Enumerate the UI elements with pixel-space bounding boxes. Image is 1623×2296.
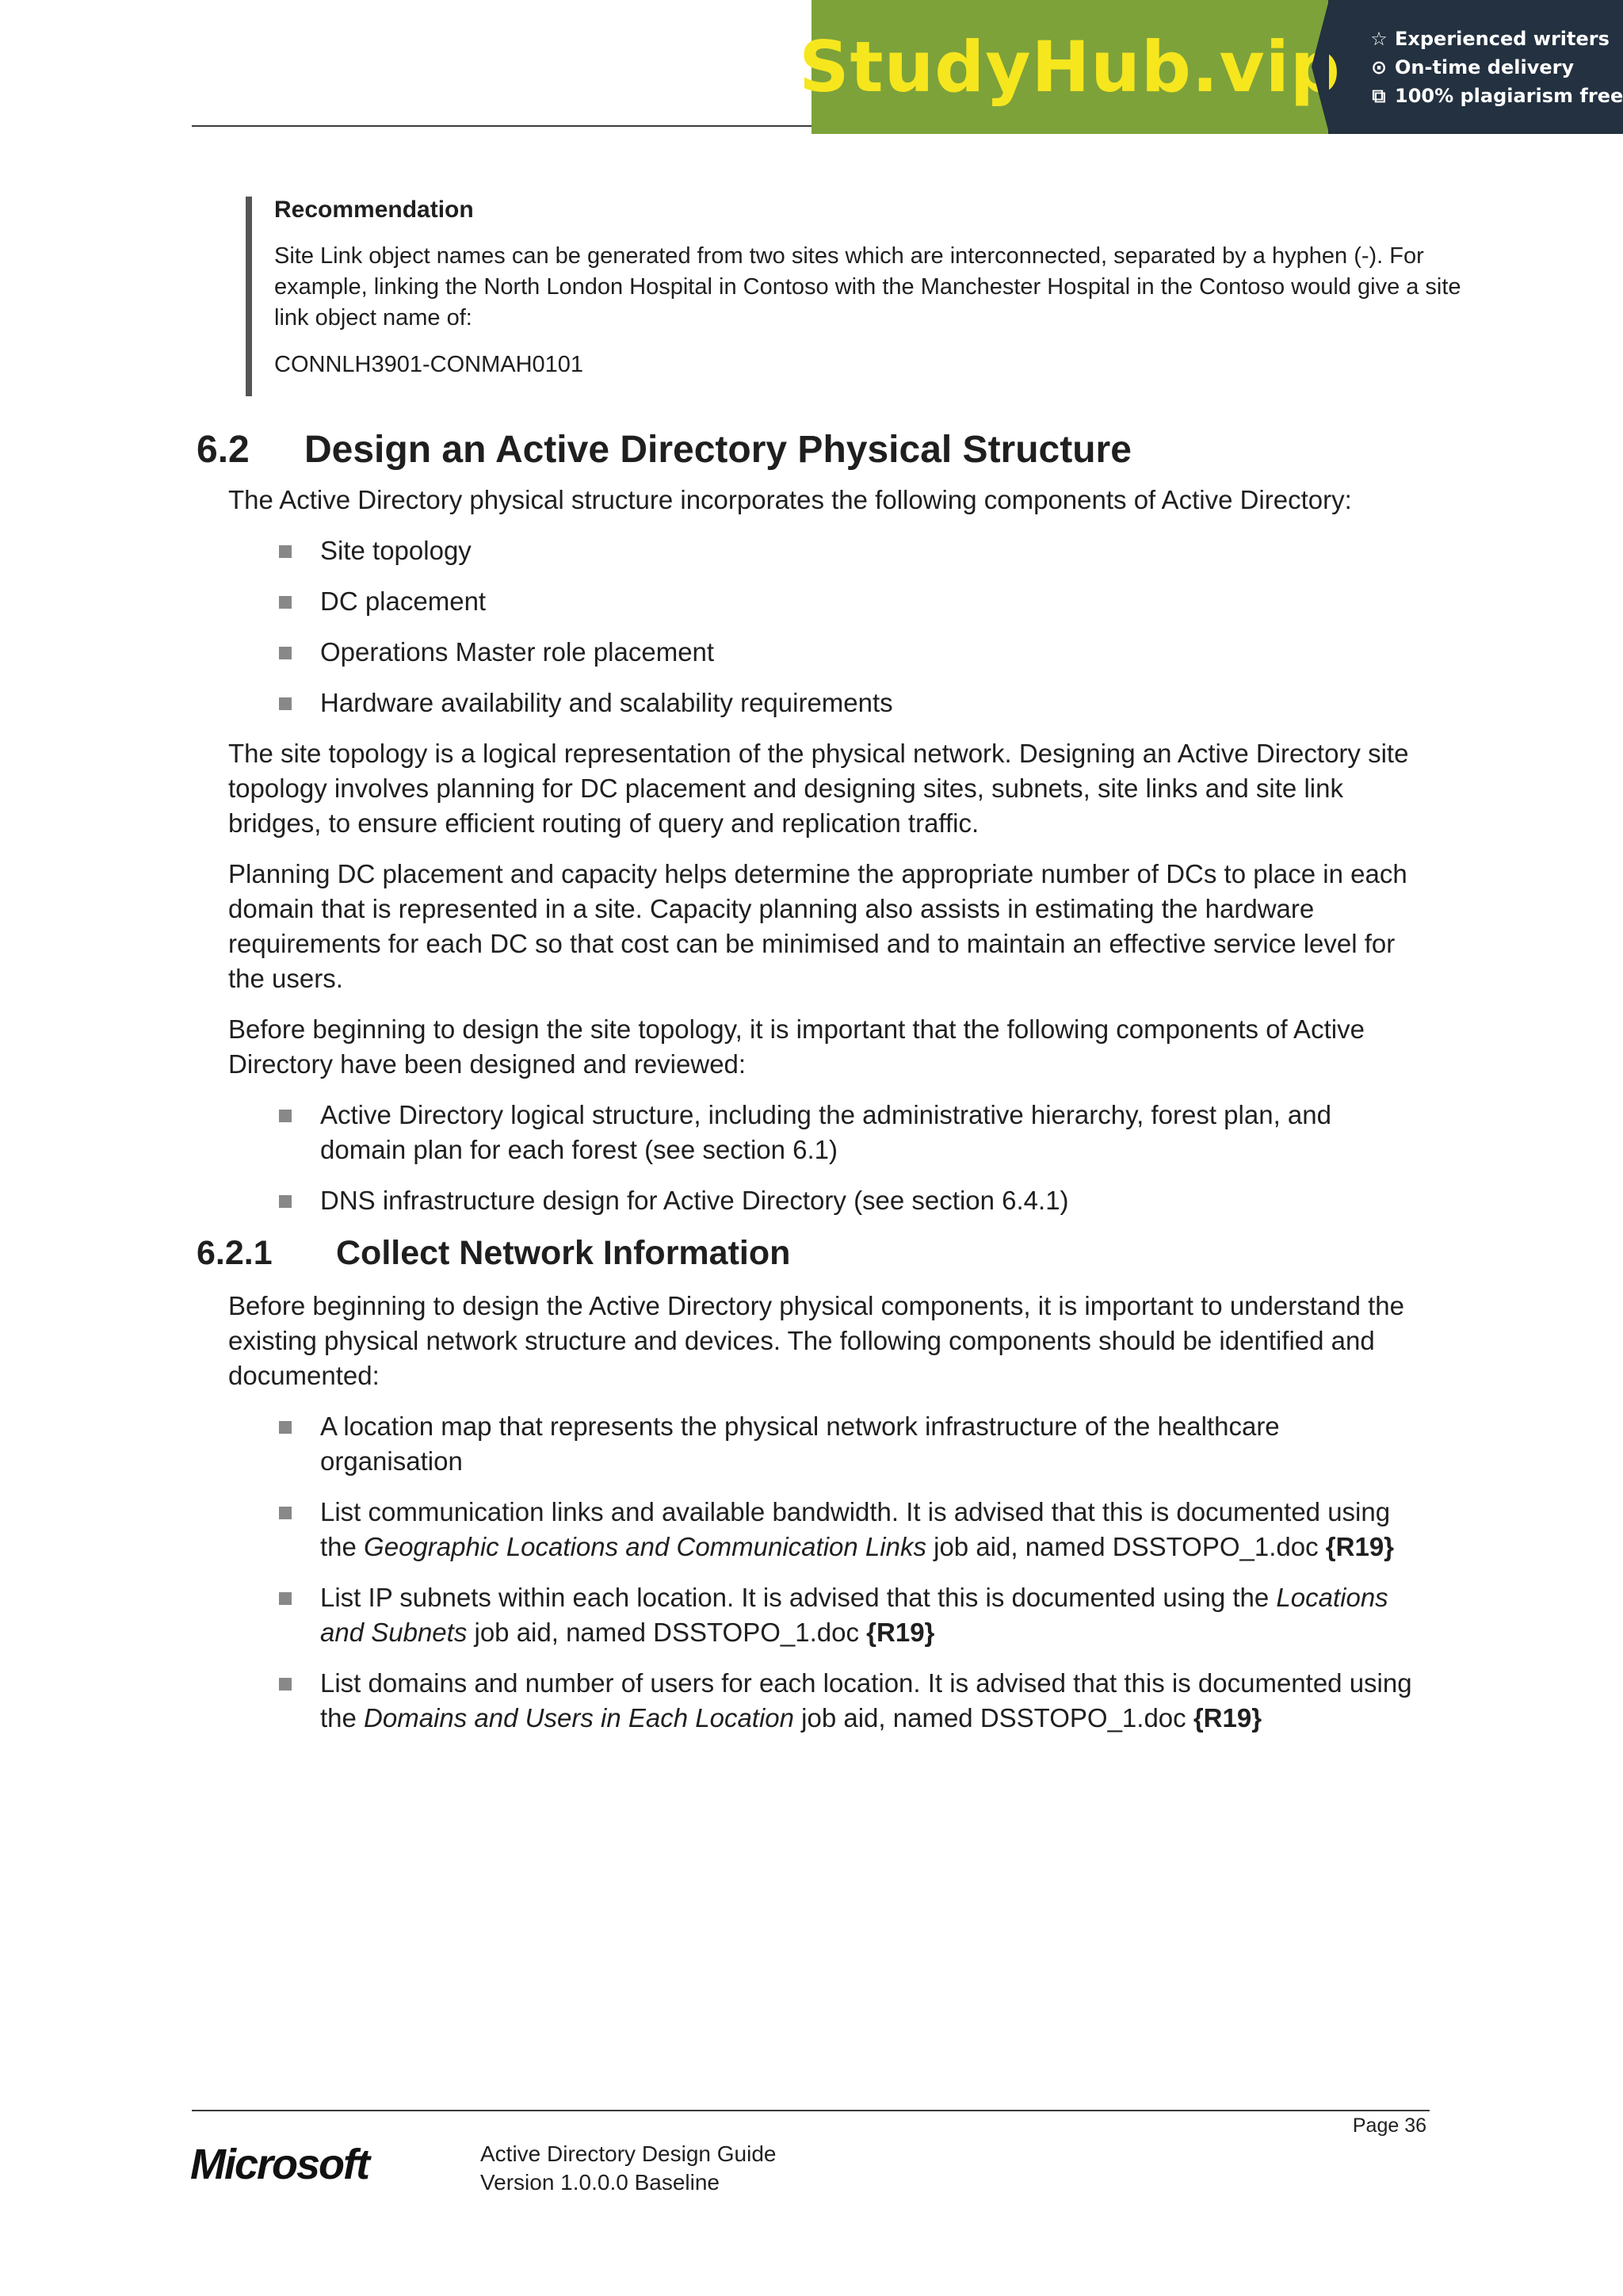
reference-tag: {R19} [1193, 1703, 1262, 1733]
document-body [197, 428, 1433, 1752]
prerequisites-list [279, 1098, 1412, 1218]
perk-plagiarism-free [1369, 85, 1623, 107]
section-heading-6-2 [197, 428, 1433, 472]
paragraph: Before beginning to design the site topology, it is important that the following components of Active Directory have been designed and reviewed: [228, 1014, 1365, 1079]
perk-label: 100% plagiarism free [1395, 84, 1623, 107]
footer-version: Version 1.0.0.0 Baseline [480, 2170, 720, 2195]
list-item: Operations Master role placement [279, 635, 1412, 670]
list-item: DC placement [279, 584, 1412, 619]
studyhub-banner[interactable] [799, 0, 1623, 134]
recommendation-example: CONNLH3901-CONMAH0101 [274, 352, 584, 377]
page-number: Page 36 [1352, 2115, 1426, 2137]
perk-on-time-delivery [1369, 56, 1623, 78]
section-intro: Before beginning to design the Active Directory physical components, it is important to understand the existing physical network structure and devices. The following components should be identified and documented: [228, 1291, 1405, 1390]
section-heading-6-2-1 [197, 1234, 1433, 1273]
paragraph: The site topology is a logical representation of the physical network. Designing an Active Directory site topology involves planning for DC placement and designing sites, subnets, site links and site link bridges, to ensure efficient routing of query and replication traffic. [228, 739, 1409, 838]
brand-logo: StudyHub.vip [799, 26, 1341, 108]
footer-rule [192, 2110, 1430, 2111]
item-text: List communication links and available bandwidth. It is advised that this is documented using the [320, 1497, 1391, 1561]
perk-label: Experienced writers [1395, 27, 1610, 50]
section-number: 6.2.1 [197, 1234, 273, 1272]
perk-label: On-time delivery [1395, 55, 1575, 78]
footer-document-info [480, 2140, 776, 2197]
item-text: job aid, named DSSTOPO_1.doc [794, 1703, 1193, 1733]
section-title: Collect Network Information [336, 1234, 791, 1272]
list-item: Hardware availability and scalability requirements [279, 686, 1412, 720]
list-item: A location map that represents the physical network infrastructure of the healthcare organisation [279, 1409, 1412, 1479]
section-title: Design an Active Directory Physical Structure [304, 429, 1132, 471]
perk-experienced-writers [1369, 28, 1623, 50]
list-item: Active Directory logical structure, including the administrative hierarchy, forest plan, and domain plan for each forest (see section 6.1) [279, 1098, 1412, 1167]
microsoft-logo: Microsoft [190, 2141, 369, 2188]
star-icon: ☆ [1370, 27, 1388, 50]
recommendation-text: Site Link object names can be generated from two sites which are interconnected, separated by a hyphen (-). For example, linking the North London Hospital in Contoso with the Manchester Hospital in the Contoso would give a site link object name of: [274, 243, 1461, 330]
list-item [279, 1666, 1412, 1736]
banner-brand-panel [799, 0, 1341, 134]
list-item [279, 1495, 1412, 1564]
section-intro: The Active Directory physical structure incorporates the following components of Active Directory: [228, 485, 1352, 514]
job-aid-title: Geographic Locations and Communication Links [364, 1532, 926, 1561]
banner-perks [1328, 0, 1623, 134]
reference-tag: {R19} [1325, 1532, 1395, 1561]
job-aid-title: Domains and Users in Each Location [364, 1703, 794, 1733]
paragraph: Planning DC placement and capacity helps determine the appropriate number of DCs to place in each domain that is represented in a site. Capacity planning also assists in estimating the hardware requirements for each DC so that cost can be minimised and to maintain an effective service level for the users. [228, 859, 1407, 993]
recommendation-title: Recommendation [274, 197, 474, 223]
network-info-list [279, 1409, 1412, 1736]
section-number: 6.2 [197, 429, 250, 471]
reference-tag: {R19} [866, 1618, 935, 1647]
list-item: DNS infrastructure design for Active Directory (see section 6.4.1) [279, 1183, 1412, 1218]
copy-icon: ⧉ [1372, 84, 1386, 107]
item-text: job aid, named DSSTOPO_1.doc [467, 1618, 867, 1647]
components-list [279, 533, 1412, 720]
list-item: Site topology [279, 533, 1412, 568]
recommendation-callout [246, 197, 1463, 396]
job-aid-title: Locations and Subnets [320, 1583, 1388, 1647]
item-text: job aid, named DSSTOPO_1.doc [926, 1532, 1326, 1561]
clock-icon: ⊙ [1370, 55, 1388, 78]
item-text: List domains and number of users for each location. It is advised that this is documented using the [320, 1668, 1412, 1733]
list-item [279, 1580, 1412, 1650]
item-text: List IP subnets within each location. It is advised that this is documented using the [320, 1583, 1277, 1612]
footer-doc-title: Active Directory Design Guide [480, 2141, 777, 2166]
